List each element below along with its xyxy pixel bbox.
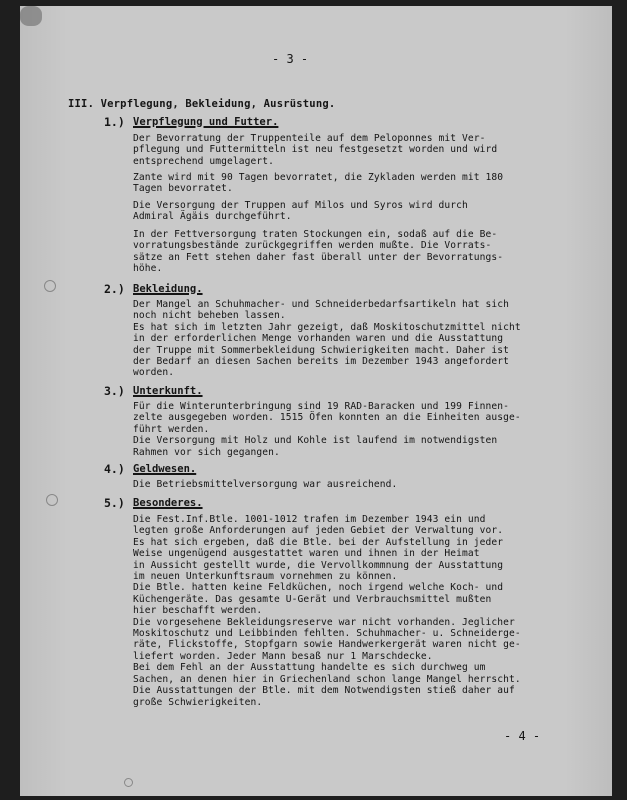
page-number-top: - 3 - xyxy=(272,52,309,66)
item-1-paragraph-3: Die Versorgung der Truppen auf Milos und Syros wird durch Admiral Ägäis durchgeführt. xyxy=(133,200,468,223)
item-4-title: Geldwesen. xyxy=(133,463,197,475)
item-1-number: 1.) xyxy=(104,115,125,129)
corner-stain xyxy=(20,6,42,26)
item-3-paragraph-1: Für die Winterunterbringung sind 19 RAD-Baracken und 199 Finnen- zelte ausgegeben worden. 1515 Öfen konnten an die Einheiten ausge- führt werden. Die Versorgung mit Holz und Kohle ist laufend im notwendigsten Rahmen vor sich gegangen. xyxy=(133,401,521,458)
punch-hole-mark xyxy=(44,280,56,292)
document-page xyxy=(20,6,612,796)
paper-speck xyxy=(124,778,133,787)
item-2-title: Bekleidung. xyxy=(133,283,203,295)
item-5-paragraph-1: Die Fest.Inf.Btle. 1001-1012 trafen im Dezember 1943 ein und legten große Anforderungen auf jeden Gebiet der Verwaltung vor. Es hat sich ergeben, daß die Btle. bei der Aufstellung in jeder Weise ungenügend ausgestattet waren und ihnen in der Heimat in Aussicht gestellt wurde, die Vervollkommnung der Ausstattung im neuen Unterkunftsraum vornehmen zu können. Die Btle. hatten keine Feldküchen, noch irgend welche Koch- und Küchengeräte. Das gesamte U-Gerät und Verbrauchsmittel mußten hier beschafft werden. Die vorgesehene Bekleidungsreserve war nicht vorhanden. Jeglicher Moskitoschutz und Leibbinden fehlten. Schuhmacher- u. Schneiderge- räte, Flickstoffe, Stopfgarn sowie Handwerkergerät waren nicht ge- liefert worden. Jeder Mann besaß nur 1 Marschdecke. Bei dem Fehl an der Ausstattung handelte es sich durchweg um Sachen, an denen hier in Griechenland schon lange Mangel herrscht. Die Ausstattungen der Btle. mit dem Notwendigsten stieß daher auf große Schwierigkeiten. xyxy=(133,514,521,708)
item-5-number: 5.) xyxy=(104,496,125,510)
item-2-number: 2.) xyxy=(104,282,125,296)
item-1-paragraph-4: In der Fettversorgung traten Stockungen ein, sodaß auf die Be- vorratungsbestände zurückgegriffen werden mußte. Die Vorrats- sätze an Fett stehen daher fast überall unter der Bevorratungs- höhe. xyxy=(133,229,504,275)
item-3-number: 3.) xyxy=(104,384,125,398)
item-1-paragraph-2: Zante wird mit 90 Tagen bevorratet, die Zykladen werden mit 180 Tagen bevorratet. xyxy=(133,172,504,195)
item-2-paragraph-1: Der Mangel an Schuhmacher- und Schneiderbedarfsartikeln hat sich noch nicht beheben lassen. Es hat sich im letzten Jahr gezeigt, daß Moskitoschutzmittel nicht in der erforderlichen Menge vorhanden waren und die Ausstattung der Truppe mit Sommerbekleidung Schwierigkeiten macht. Daher ist der Bedarf an diesen Sachen bereits im Dezember 1943 angefordert worden. xyxy=(133,299,521,379)
item-4-paragraph-1: Die Betriebsmittelversorgung war ausreichend. xyxy=(133,479,398,490)
item-3-title: Unterkunft. xyxy=(133,385,203,397)
item-1-title: Verpflegung und Futter. xyxy=(133,116,279,128)
item-1-paragraph-1: Der Bevorratung der Truppenteile auf dem Peloponnes mit Ver- pflegung und Futtermitteln ist neu festgesetzt worden und wird entsprechend umgelagert. xyxy=(133,133,498,167)
item-5-title: Besonderes. xyxy=(133,497,203,509)
section-heading: III. Verpflegung, Bekleidung, Ausrüstung. xyxy=(68,98,336,110)
page-number-bottom: - 4 - xyxy=(504,729,541,743)
punch-hole-mark xyxy=(46,494,58,506)
item-4-number: 4.) xyxy=(104,462,125,476)
